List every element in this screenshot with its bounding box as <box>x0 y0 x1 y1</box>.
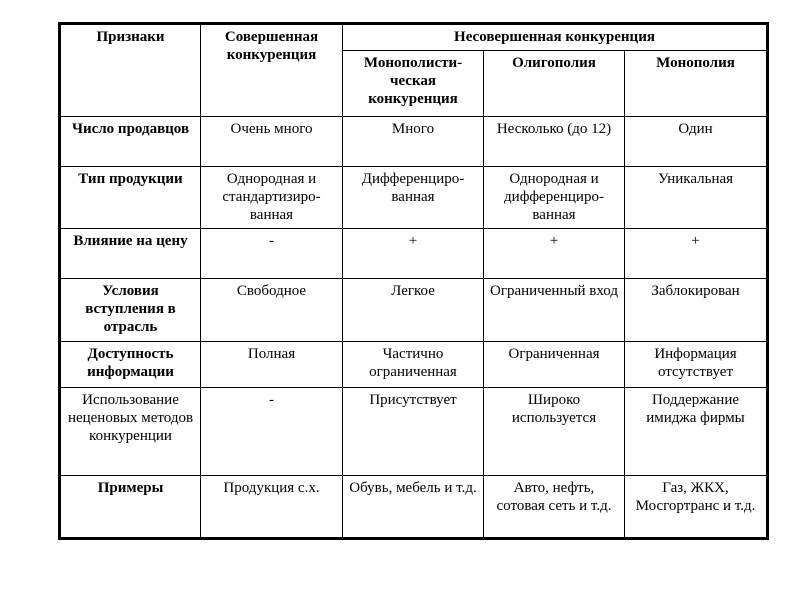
row-label-price-influence: Влияние на цену <box>60 229 201 279</box>
header-perfect-text: Совершенная конкуренция <box>224 29 319 63</box>
table-cell: Обувь, мебель и т.д. <box>343 476 484 539</box>
table-cell: Информация отсутствует <box>625 342 768 388</box>
table-row <box>60 229 768 279</box>
table-cell: Заблокирован <box>625 279 768 342</box>
row-label-examples: Примеры <box>60 476 201 539</box>
header-monopoly <box>625 51 768 117</box>
header-oligopoly <box>484 51 625 117</box>
table-cell: Частично ограниченная <box>343 342 484 388</box>
table-cell: Авто, нефть, сотовая сеть и т.д. <box>484 476 625 539</box>
table-row <box>60 117 768 167</box>
table-cell: + <box>484 229 625 279</box>
header-row-top <box>60 24 768 51</box>
market-structures-table <box>58 22 769 540</box>
table-cell: Поддержание имиджа фирмы <box>625 388 768 476</box>
header-oligopoly-text: Олигополия <box>512 55 596 72</box>
table-cell: Однородная и стандартизиро-ванная <box>201 167 343 229</box>
header-perfect-competition <box>201 24 343 117</box>
row-label-product-type: Тип продукции <box>60 167 201 229</box>
row-label-information: Доступность информации <box>60 342 201 388</box>
table-cell: Легкое <box>343 279 484 342</box>
table-cell: Один <box>625 117 768 167</box>
table-row <box>60 279 768 342</box>
header-imperfect-text: Несовершенная конкуренция <box>454 29 655 45</box>
table-cell: Очень много <box>201 117 343 167</box>
table-cell: + <box>625 229 768 279</box>
row-label-nonprice-methods: Использование неценовых методов конкуренции <box>60 388 201 476</box>
table-cell: - <box>201 388 343 476</box>
table-cell: Однородная и дифференциро-ванная <box>484 167 625 229</box>
table-cell: Широко используется <box>484 388 625 476</box>
header-criteria <box>60 24 201 117</box>
table-row <box>60 388 768 476</box>
header-monopoly-text: Монополия <box>656 55 735 72</box>
table-cell: Уникальная <box>625 167 768 229</box>
table-cell: Полная <box>201 342 343 388</box>
header-monopolistic <box>343 51 484 117</box>
table-cell: Ограниченный вход <box>484 279 625 342</box>
table-cell: Присутствует <box>343 388 484 476</box>
row-label-sellers: Число продавцов <box>60 117 201 167</box>
header-criteria-text: Признаки <box>96 29 165 45</box>
table-cell: Много <box>343 117 484 167</box>
header-monopolistic-text: Монополисти-ческая конкуренция <box>363 55 463 108</box>
table-cell: Свободное <box>201 279 343 342</box>
table-cell: Ограниченная <box>484 342 625 388</box>
table-cell: Несколько (до 12) <box>484 117 625 167</box>
table-row <box>60 342 768 388</box>
table-cell: + <box>343 229 484 279</box>
table-cell: - <box>201 229 343 279</box>
row-label-entry-conditions: Условия вступления в отрасль <box>60 279 201 342</box>
table-cell: Продукция с.х. <box>201 476 343 539</box>
table-row <box>60 167 768 229</box>
header-imperfect-competition <box>343 24 768 51</box>
table-row <box>60 476 768 539</box>
table-cell: Газ, ЖКХ, Мосгортранс и т.д. <box>625 476 768 539</box>
table-cell: Дифференциро-ванная <box>343 167 484 229</box>
